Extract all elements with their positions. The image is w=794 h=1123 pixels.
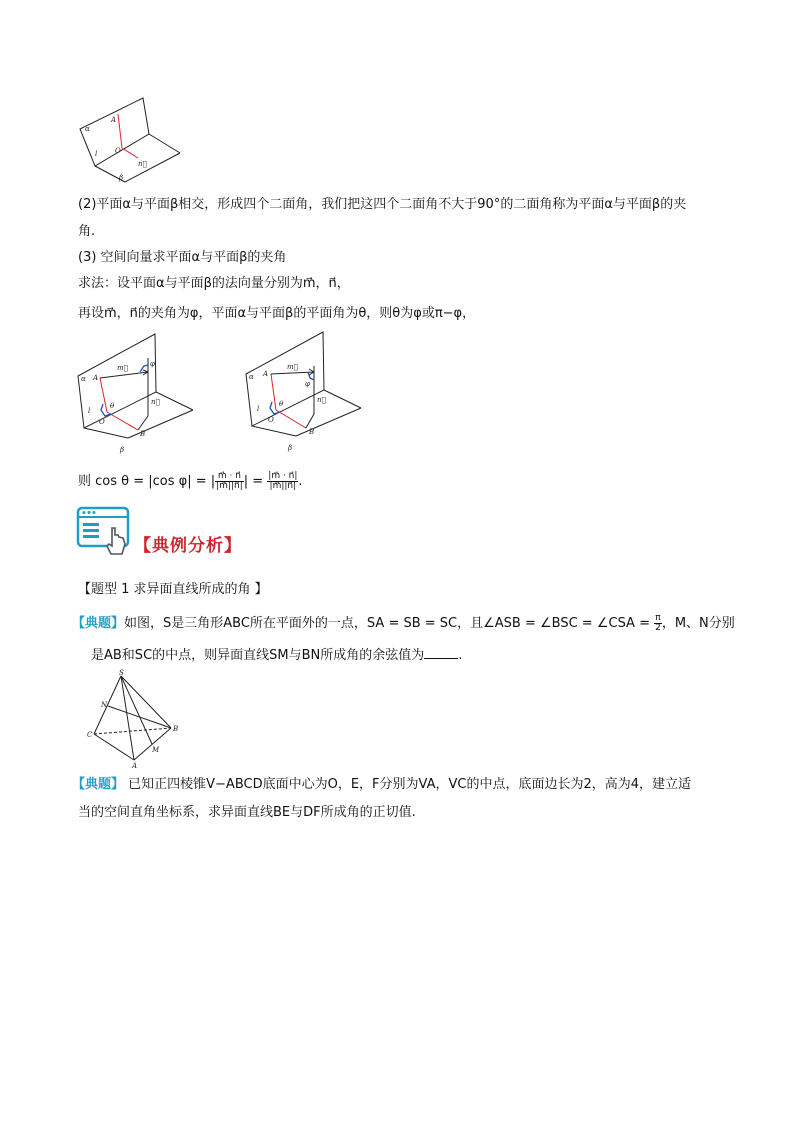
fig4-A-label: A [132, 762, 138, 770]
formula-frac2-num: |m⃗ · n⃗| [268, 471, 298, 481]
dihedral-figure [78, 94, 188, 186]
fig4-M-label: M [152, 746, 160, 754]
example1-tag: 【典题】 [72, 616, 125, 631]
fig4-S-label: S [119, 669, 124, 677]
fig2-n-label: n⃗ [151, 398, 160, 406]
example1-line2-end: . [458, 648, 463, 663]
fig3-O-label: O [268, 416, 274, 424]
angle-figure-right [240, 328, 370, 452]
fig2-theta-label: θ [110, 402, 115, 410]
fig3-m-label: m⃗ [287, 363, 298, 371]
type1-heading: 【题型 1 求异面直线所成的角 】 [78, 582, 268, 597]
cos-formula [78, 470, 303, 494]
example1-line2 [91, 646, 462, 666]
fig4-C-label: C [87, 731, 93, 739]
formula-mid: | = [243, 474, 268, 489]
para2-line1: (2)平面α与平面β相交，形成四个二面角，我们把这四个二面角不大于90°的二面角称为平面α与平面β的夹 [78, 197, 687, 212]
example1-frac-num: π [655, 613, 661, 623]
fig2-beta-label: β [120, 446, 125, 454]
example1-frac-den: 2 [655, 623, 661, 633]
fig3-B-label: B [309, 428, 315, 436]
example1-pi-over-2 [654, 614, 662, 633]
formula-frac2-den: |m⃗||n⃗| [269, 481, 297, 491]
fig2-B-label: B [140, 430, 146, 438]
fig3-alpha-label: α [249, 373, 254, 381]
formula-prefix: 则 cos θ = |cos φ| = | [78, 474, 216, 489]
example1-line2-text: 是AB和SC的中点，则异面直线SM与BN所成角的余弦值为 [91, 648, 425, 663]
fig4-N-label: N [101, 701, 108, 709]
fig2-O-label: O [99, 418, 105, 426]
section-heading: 【典例分析】 [134, 536, 242, 556]
fig1-beta-label: β [119, 174, 124, 182]
example2-tag: 【典题】 [72, 777, 125, 792]
fig2-alpha-label: α [81, 375, 86, 383]
fig1-n-label: n⃗ [138, 160, 147, 168]
para2-line2: 角. [78, 224, 96, 239]
fig3-beta-label: β [288, 444, 293, 452]
example1-text-b: ，M、N分别 [661, 616, 735, 631]
fig1-A-label: A [111, 116, 117, 124]
angle-figure-left [70, 330, 200, 454]
fig4-B-label: B [173, 725, 179, 733]
formula-fraction-1 [215, 472, 244, 491]
fig1-l-label: l [95, 150, 98, 158]
browser-hand-icon [76, 506, 134, 558]
example2-line2: 当的空间直角坐标系，求异面直线BE与DF所成角的正切值. [78, 805, 416, 820]
fig2-l-label: l [88, 407, 91, 415]
fig2-m-label: m⃗ [117, 364, 128, 372]
fig1-O-label: O [115, 147, 121, 155]
fig1-alpha-label: α [85, 125, 90, 133]
formula-frac1-den: |m⃗||n⃗| [216, 481, 243, 491]
answer-blank [424, 646, 458, 659]
formula-suffix: . [298, 474, 303, 489]
example2-line1 [72, 775, 691, 795]
tetrahedron-figure [84, 670, 188, 770]
fig3-A-label: A [263, 370, 269, 378]
fig2-A-label: A [93, 374, 99, 382]
formula-frac1-num: m⃗ · n⃗ [215, 472, 244, 482]
fig2-phi-label: φ [150, 360, 155, 368]
fig3-phi-label: φ [305, 380, 310, 388]
fig3-n-label: n⃗ [317, 396, 326, 404]
assume-line: 再设m⃗，n⃗的夹角为φ，平面α与平面β的平面角为θ，则θ为φ或π−φ， [78, 306, 476, 321]
example1-line1 [72, 612, 735, 636]
para3-title: (3) 空间向量求平面α与平面β的夹角 [78, 250, 287, 265]
method-line: 求法：设平面α与平面β的法向量分别为m⃗，n⃗， [78, 276, 350, 291]
fig3-l-label: l [257, 405, 260, 413]
fig3-theta-label: θ [279, 400, 284, 408]
formula-fraction-2 [267, 472, 298, 491]
example1-text-a: 如图，S是三角形ABC所在平面外的一点，SA = SB = SC，且∠ASB = ∠BSC = ∠CSA = [124, 616, 655, 631]
example2-text: 已知正四棱锥V−ABCD底面中心为O，E，F分别为VA，VC的中点，底面边长为2，高为4，建立适 [124, 777, 691, 792]
